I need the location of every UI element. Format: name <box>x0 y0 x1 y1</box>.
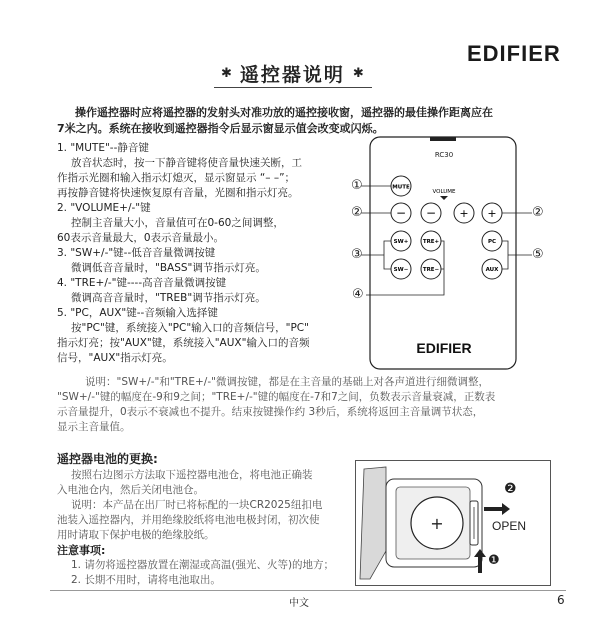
intro-line-1: 操作遥控器时应将遥控器的发射头对准功放的遥控接收窗，遥控器的最佳操作距离应在 <box>75 106 493 119</box>
brand-logo: EDIFIER <box>467 41 561 66</box>
remote-model: RC30 <box>434 151 454 159</box>
item-3-line: 微调低音音量时，"BASS"调节指示灯亮。 <box>71 262 266 274</box>
caution-item: 1. 请勿将遥控器放置在潮湿或高温(强光、火等)的地方； <box>71 559 335 571</box>
svg-text:AUX: AUX <box>485 267 499 273</box>
svg-text:−: − <box>395 206 407 220</box>
item-2-line: 控制主音量大小，音量值可在0-60之间调整， <box>71 217 284 229</box>
note-line: 示音量提升，0表示不衰减也不提升。结束按键操作约 3秒后，系统将返回主音量调节状态， <box>57 406 484 418</box>
item-4-line: 微调高音音量时，"TREB"调节指示灯亮。 <box>71 292 266 304</box>
key-descriptions <box>57 141 357 366</box>
step-1-marker: ❶ <box>488 553 500 568</box>
page-title <box>221 60 364 87</box>
item-5-line: 信号，"AUX"指示灯亮。 <box>57 352 173 364</box>
battery-figure <box>355 460 551 586</box>
remote-brand: EDIFIER <box>416 340 472 356</box>
battery-line: 按照右边图示方法取下遥控器电池仓，将电池正确装 <box>71 469 313 481</box>
mute-label: MUTE <box>392 184 410 191</box>
battery-line: 入电池仓内，然后关闭电池仓。 <box>57 484 204 496</box>
footer-divider <box>50 590 566 591</box>
svg-text:−: − <box>425 206 437 220</box>
item-1-title: 1. "MUTE"--静音键 <box>57 142 149 154</box>
note-line: 说明："SW+/-"和"TRE+/-"微调按键，都是在主音量的基础上对各声道进行细微调整， <box>85 376 489 388</box>
note-line: 显示主音量值。 <box>57 421 131 433</box>
microadjust-note <box>57 375 495 435</box>
caution-item: 2. 长期不用时，请将电池取出。 <box>71 574 221 586</box>
footer-lang: 中文 <box>289 598 309 609</box>
svg-text:+: + <box>430 514 444 533</box>
callout-1: ① <box>351 178 363 193</box>
svg-text:+: + <box>459 207 469 220</box>
ir-window <box>430 137 456 141</box>
caution-heading: 注意事项: <box>57 544 106 557</box>
svg-text:+: + <box>487 207 497 220</box>
battery-heading: 遥控器电池的更换: <box>57 452 158 466</box>
item-5-line: 指示灯亮；按"AUX"键，系统接入"AUX"输入口的音频 <box>57 337 310 349</box>
item-2-title: 2. "VOLUME+/-"键 <box>57 202 151 214</box>
item-5-line: 按"PC"键，系统接入"PC"输入口的音频信号，"PC" <box>71 322 309 334</box>
battery-line: 说明：本产品在出厂时已将标配的一块CR2025纽扣电 <box>71 499 323 511</box>
item-1-line: 放音状态时，按一下静音键将使音量快速关断，工 <box>71 157 302 169</box>
open-label: OPEN <box>492 519 527 533</box>
item-3-title: 3. "SW+/-"键--低音音量微调按键 <box>57 247 216 259</box>
item-1-line: 作指示光圈和输入指示灯熄灭，显示窗显示 “– –”； <box>57 172 296 184</box>
page-number: 6 <box>557 593 565 607</box>
callout-5: ⑤ <box>532 247 544 262</box>
title-rule <box>214 87 372 88</box>
remote-body <box>370 137 516 369</box>
arrow-right-icon <box>484 503 510 515</box>
callout-3: ③ <box>351 247 363 262</box>
svg-text:TRE+: TRE+ <box>422 239 440 245</box>
item-2-line: 60表示音量最大，0表示音量最小。 <box>57 232 225 244</box>
svg-text:SW−: SW− <box>393 267 409 273</box>
item-4-title: 4. "TRE+/-"键----高音音量微调按键 <box>57 277 227 289</box>
svg-text:TRE−: TRE− <box>422 267 440 273</box>
callout-4: ④ <box>352 287 364 302</box>
svg-text:SW+: SW+ <box>393 239 409 245</box>
callout-2-left: ② <box>351 205 363 220</box>
intro-line-2: 7米之内。系统在接收到遥控器指令后显示窗显示值会改变或闪烁。 <box>57 122 384 135</box>
volume-label: VOLUME <box>432 189 456 195</box>
title-mark-right: ✱ <box>352 66 364 81</box>
step-2-marker: ❷ <box>504 481 517 497</box>
item-5-title: 5. "PC，AUX"键--音频输入选择键 <box>57 307 218 319</box>
title-mark-left: ✱ <box>221 66 232 81</box>
battery-section <box>57 468 334 588</box>
battery-line: 用时请取下保护电极的绝缘胶纸。 <box>57 529 215 541</box>
item-1-line: 再按静音键将快速恢复原有音量，光圈和指示灯亮。 <box>57 187 299 199</box>
title-text: 遥控器说明 <box>239 64 345 86</box>
note-line: "SW+/-"键的幅度在-9和9之间；"TRE+/-"键的幅度在-7和7之间，负数表示音量衰减，正数表 <box>57 391 496 403</box>
battery-line: 池装入遥控器内，并用绝缘胶纸将电池电极封闭，初次使 <box>57 514 320 526</box>
remote-diagram <box>348 135 548 375</box>
callout-2-right: ② <box>532 205 544 220</box>
svg-text:PC: PC <box>487 239 497 245</box>
